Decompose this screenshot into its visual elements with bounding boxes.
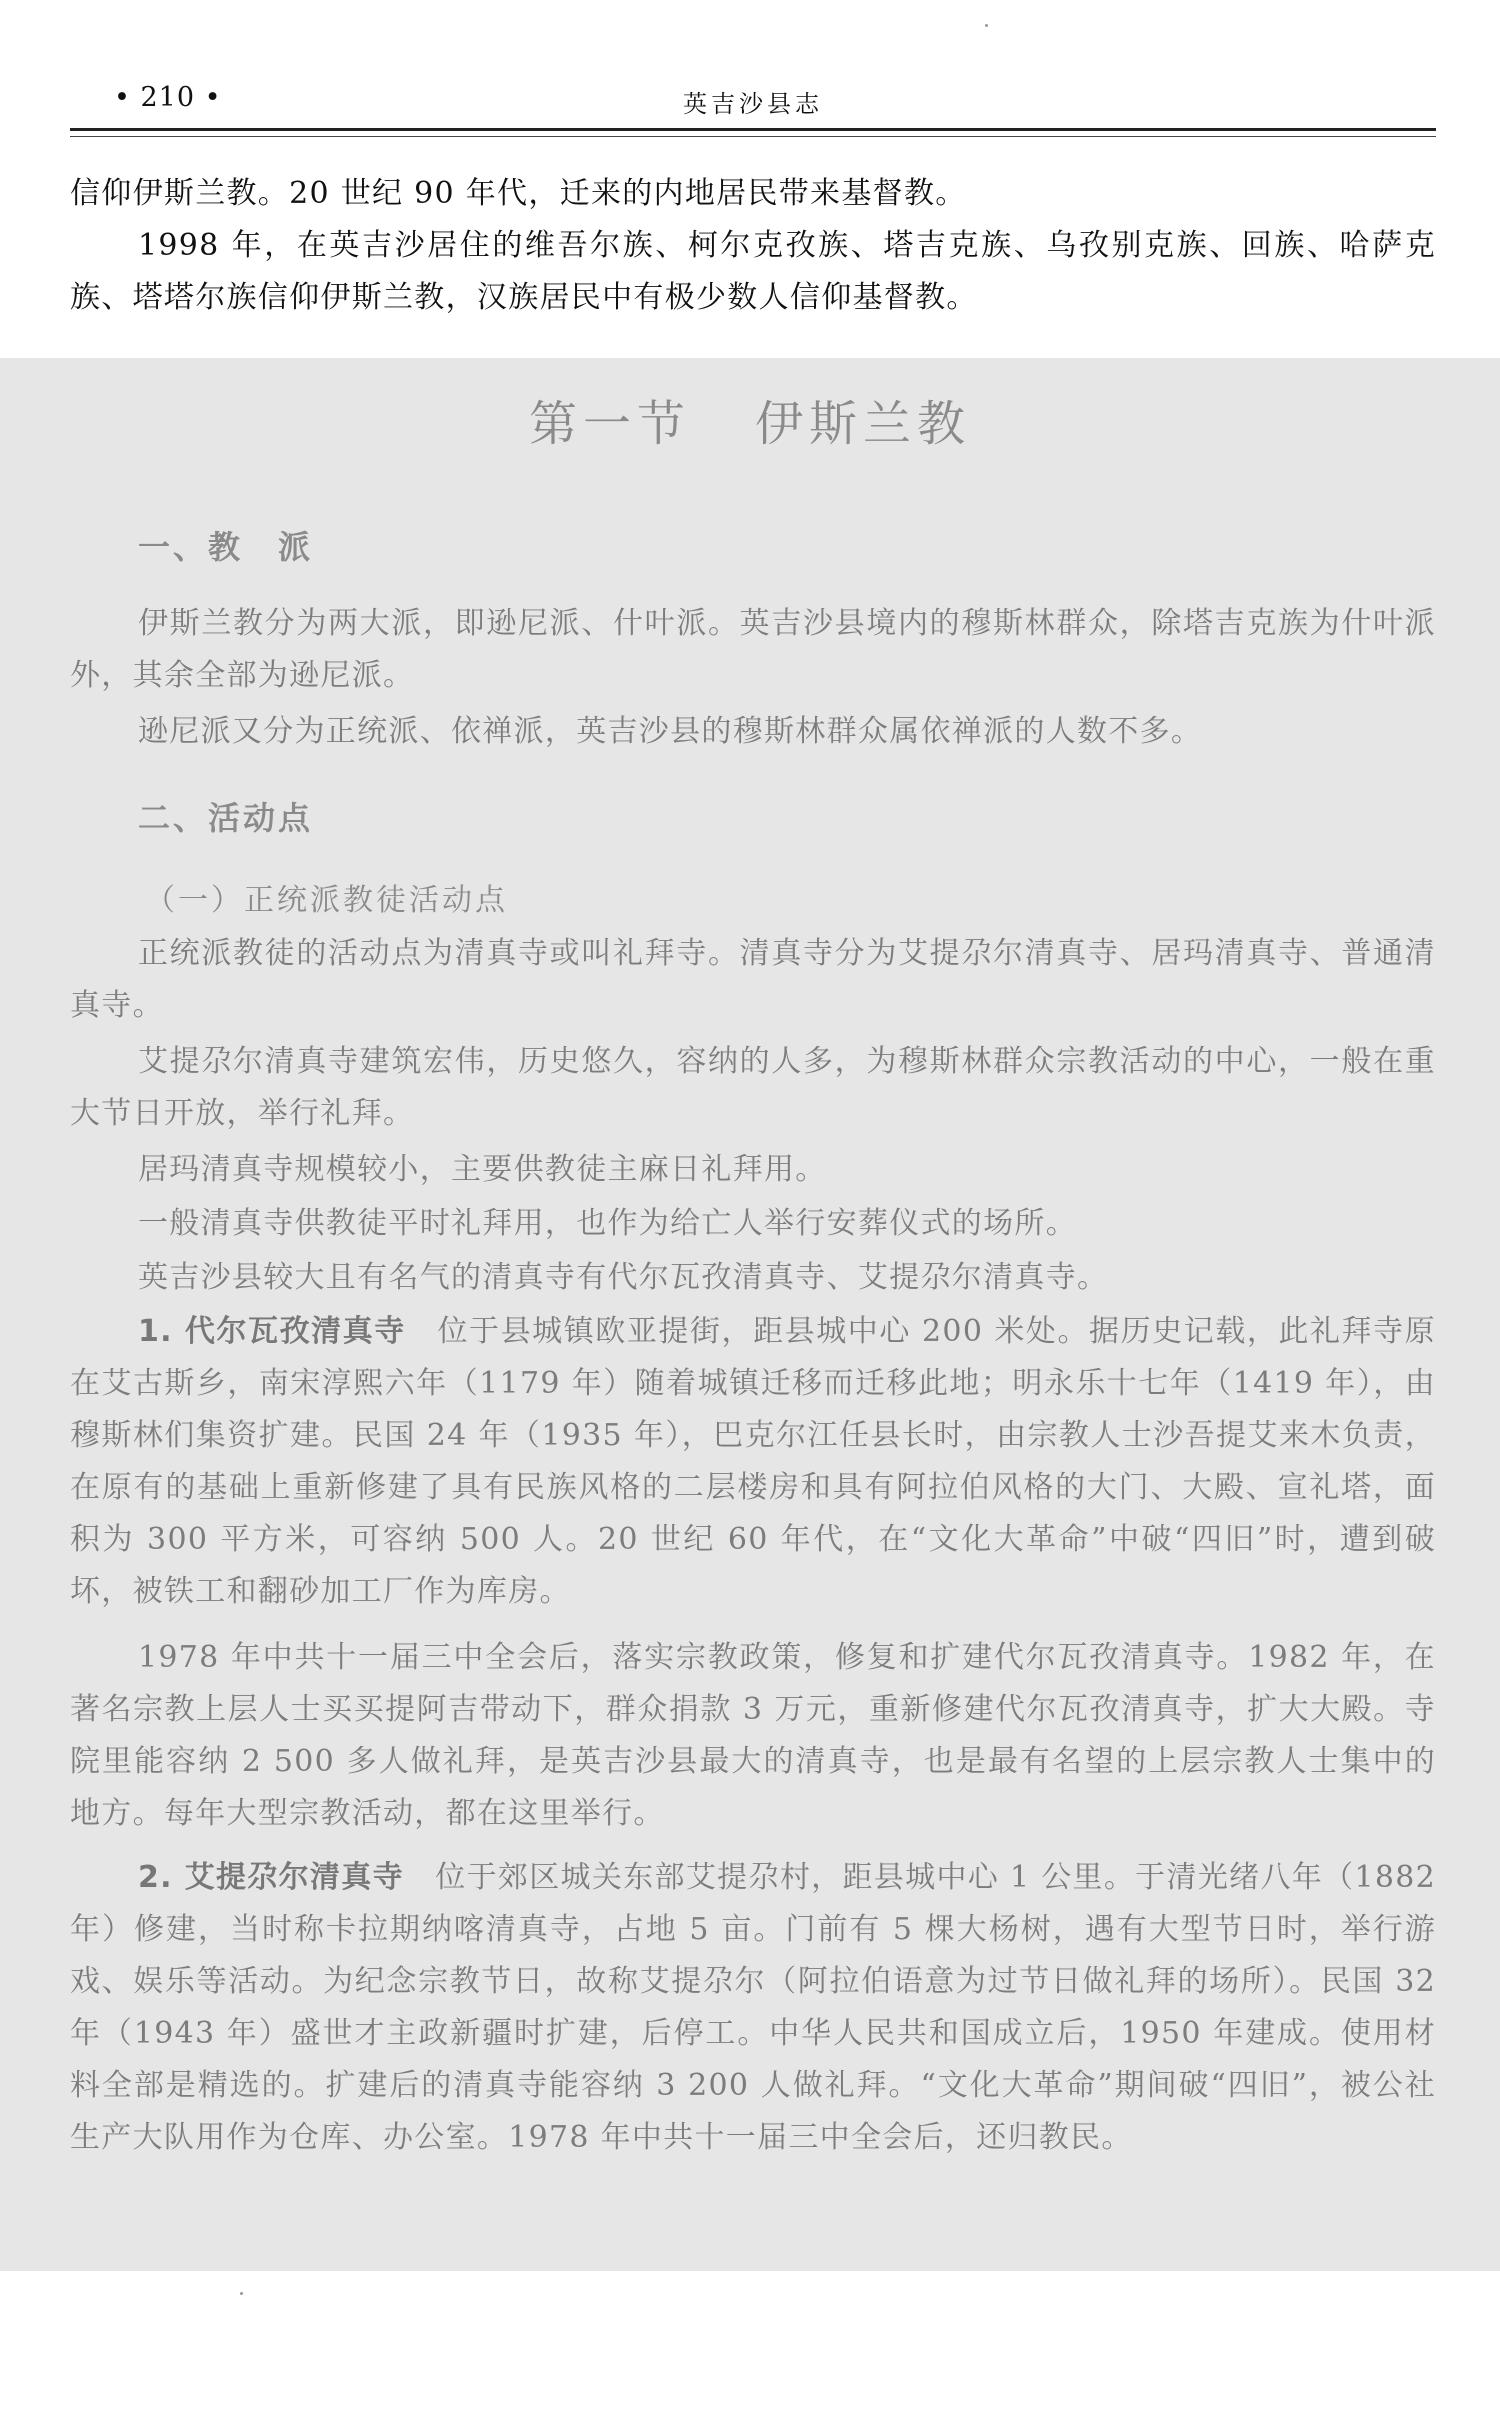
- scan-speck: [240, 2292, 243, 2295]
- activity-paragraph-4: 一般清真寺供教徒平时礼拜用，也作为给亡人举行安葬仪式的场所。: [138, 1206, 1077, 1241]
- mosque-1-paragraph: [70, 1306, 1436, 1618]
- mosque-2-title: 2. 艾提尕尔清真寺: [138, 1860, 404, 1895]
- mosque-2-paragraph: [70, 1852, 1436, 2164]
- section-name: 伊斯兰教: [755, 396, 972, 452]
- mosque-2-text: 位于郊区城关东部艾提尕村，距县城中心 1 公里。于清光绪八年（1882 年）修建，当时称卡拉期纳喀清真寺，占地 5 亩。门前有 5 棵大杨树，遇有大型节日时，举行游戏、娱乐等活动。为纪念宗教节日，故称艾提尕尔（阿拉伯语意为过节日做礼拜的场所）。民国 32 年（1943 年）盛世才主政新疆时扩建，后停工。中华人民共和国成立后，1950 年建成。使用材料全部是精选的。扩建后的清真寺能容纳 3 200 人做礼拜。“文化大革命”期间破“四旧”，被公社生产大队用作为仓库、办公室。1978 年中共十一届三中全会后，还归教民。: [70, 1860, 1436, 2155]
- activity-paragraph-2: 艾提尕尔清真寺建筑宏伟，历史悠久，容纳的人多，为穆斯林群众宗教活动的中心，一般在重大节日开放，举行礼拜。: [70, 1044, 1436, 1131]
- intro-paragraph-2: 1998 年，在英吉沙居住的维吾尔族、柯尔克孜族、塔吉克族、乌孜别克族、回族、哈萨克族、塔塔尔族信仰伊斯兰教，汉族居民中有极少数人信仰基督教。: [70, 228, 1436, 315]
- subheading-orthodox: （一）正统派教徒活动点: [145, 883, 508, 918]
- page-number: • 210 •: [114, 82, 222, 113]
- sects-paragraph-2: 逊尼派又分为正统派、依禅派，英吉沙县的穆斯林群众属依禅派的人数不多。: [138, 714, 1203, 749]
- activity-paragraph-1: 正统派教徒的活动点为清真寺或叫礼拜寺。清真寺分为艾提尕尔清真寺、居玛清真寺、普通清真寺。: [70, 936, 1436, 1023]
- heading-sects: 一、教 派: [138, 528, 314, 566]
- book-title: 英吉沙县志: [683, 90, 823, 118]
- scan-speck: [985, 24, 988, 27]
- section-number: 第一节: [528, 396, 691, 452]
- activity-paragraph-3: 居玛清真寺规模较小，主要供教徒主麻日礼拜用。: [138, 1152, 827, 1187]
- section-title: [0, 385, 1500, 454]
- intro-paragraph-1: 信仰伊斯兰教。20 世纪 90 年代，迁来的内地居民带来基督教。: [70, 176, 967, 211]
- activity-paragraph-5: 英吉沙县较大且有名气的清真寺有代尔瓦孜清真寺、艾提尕尔清真寺。: [138, 1260, 1109, 1295]
- sects-paragraph-1: 伊斯兰教分为两大派，即逊尼派、什叶派。英吉沙县境内的穆斯林群众，除塔吉克族为什叶派外，其余全部为逊尼派。: [70, 606, 1436, 693]
- header-rule-thin: [70, 136, 1436, 137]
- heading-activity: 二、活动点: [138, 799, 314, 837]
- mosque-1-paragraph-2: 1978 年中共十一届三中全会后，落实宗教政策，修复和扩建代尔瓦孜清真寺。1982 年，在著名宗教上层人士买买提阿吉带动下，群众捐款 3 万元，重新修建代尔瓦孜清真寺，扩大大殿。寺院里能容纳 2 500 多人做礼拜，是英吉沙县最大的清真寺，也是最有名望的上层宗教人士集中的地方。每年大型宗教活动，都在这里举行。: [70, 1640, 1436, 1831]
- mosque-1-text: 位于县城镇欧亚提街，距县城中心 200 米处。据历史记载，此礼拜寺原在艾古斯乡，南宋淳熙六年（1179 年）随着城镇迁移而迁移此地；明永乐十七年（1419 年），由穆斯林们集资扩建。民国 24 年（1935 年），巴克尔江任县长时，由宗教人士沙吾提艾来木负责，在原有的基础上重新修建了具有民族风格的二层楼房和具有阿拉伯风格的大门、大殿、宣礼塔，面积为 300 平方米，可容纳 500 人。20 世纪 60 年代，在“文化大革命”中破“四旧”时，遭到破坏，被铁工和翻砂加工厂作为库房。: [70, 1314, 1436, 1609]
- running-header: [70, 78, 1436, 128]
- mosque-1-title: 1. 代尔瓦孜清真寺: [138, 1314, 406, 1349]
- header-rule-thick: [70, 128, 1436, 131]
